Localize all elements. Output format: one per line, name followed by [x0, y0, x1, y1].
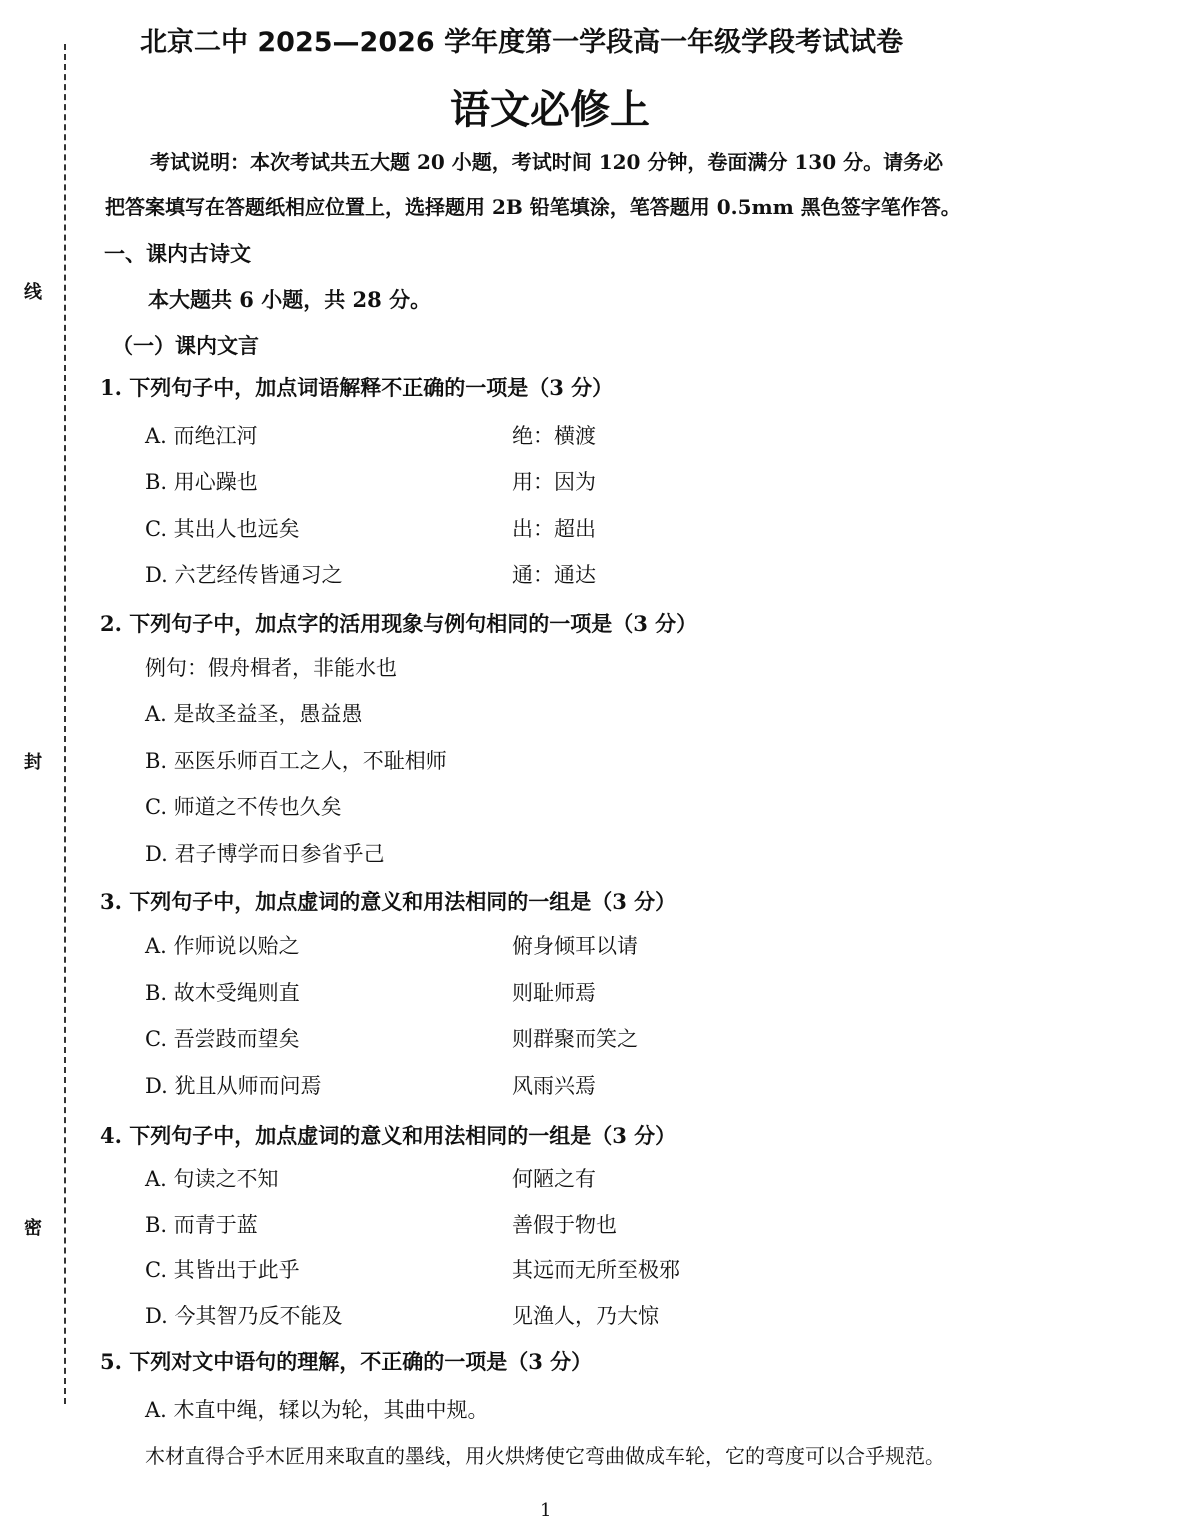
subject-title: 语文必修上: [450, 87, 650, 133]
q5-option-a-translation: 木材直得合乎木匠用来取直的墨线，用火烘烤使它弯曲做成车轮，它的弯度可以合乎规范。: [145, 1444, 945, 1468]
q4-option-c-pair: 其远而无所至极邪: [512, 1258, 680, 1282]
q4-option-d: D. 今其智乃反不能及: [145, 1304, 343, 1328]
q3-option-d-pair: 风雨兴焉: [512, 1074, 596, 1098]
binding-dashed-line: [64, 44, 66, 1404]
q1-option-c-explain: 出：超出: [512, 517, 596, 541]
q3-option-d: D. 犹且从师而问焉: [145, 1074, 322, 1098]
q3-option-a-pair: 俯身倾耳以请: [512, 934, 638, 958]
question-4-stem: 4. 下列句子中，加点虚词的意义和用法相同的一组是（3 分）: [100, 1123, 677, 1148]
instructions-line-1: 考试说明：本次考试共五大题 20 小题，考试时间 120 分钟，卷面满分 130 分。请务必: [150, 150, 944, 174]
q3-option-c-pair: 则群聚而笑之: [512, 1027, 638, 1051]
q2-example: 例句：假舟楫者，非能水也: [145, 656, 397, 680]
question-3-stem: 3. 下列句子中，加点虚词的意义和用法相同的一组是（3 分）: [100, 889, 677, 914]
question-5-stem: 5. 下列对文中语句的理解，不正确的一项是（3 分）: [100, 1349, 593, 1374]
q1-option-d-explain: 通：通达: [512, 563, 596, 587]
q4-option-b: B. 而青于蓝: [145, 1213, 258, 1237]
q2-option-c: C. 师道之不传也久矣: [145, 795, 342, 819]
instructions-line-2: 把答案填写在答题纸相应位置上，选择题用 2B 铅笔填涂，笔答题用 0.5mm 黑色签字笔作答。: [105, 195, 961, 219]
q4-option-d-pair: 见渔人，乃大惊: [512, 1304, 659, 1328]
section-1-desc: 本大题共 6 小题，共 28 分。: [148, 287, 432, 312]
subsection-title: （一）课内文言: [112, 333, 259, 358]
question-2-stem: 2. 下列句子中，加点字的活用现象与例句相同的一项是（3 分）: [100, 611, 698, 636]
q3-option-b-pair: 则耻师焉: [512, 981, 596, 1005]
q2-option-d: D. 君子博学而日参省乎己: [145, 842, 385, 866]
q1-option-a-explain: 绝：横渡: [512, 424, 596, 448]
q3-option-b: B. 故木受绳则直: [145, 981, 300, 1005]
q2-option-b: B. 巫医乐师百工之人，不耻相师: [145, 749, 447, 773]
school-exam-title: 北京二中 2025—2026 学年度第一学段高一年级学段考试试卷: [140, 27, 904, 58]
q4-option-c: C. 其皆出于此乎: [145, 1258, 300, 1282]
q5-option-a: A. 木直中绳，𫐓以为轮，其曲中规。: [145, 1398, 489, 1422]
q4-option-a-pair: 何陋之有: [512, 1167, 596, 1191]
binding-mark-feng: 封: [24, 752, 42, 773]
q3-option-a: A. 作师说以贻之: [145, 934, 300, 958]
q1-option-a: A. 而绝江河: [145, 424, 258, 448]
binding-mark-mi: 密: [24, 1218, 42, 1239]
q3-option-c: C. 吾尝跂而望矣: [145, 1027, 300, 1051]
q2-option-a: A. 是故圣益圣，愚益愚: [145, 702, 363, 726]
q1-option-d: D. 六艺经传皆通习之: [145, 563, 343, 587]
page-number: 1: [540, 1500, 552, 1521]
section-1-title: 一、课内古诗文: [104, 241, 251, 266]
binding-mark-xian: 线: [24, 282, 42, 303]
q1-option-b-explain: 用：因为: [512, 470, 596, 494]
q4-option-a: A. 句读之不知: [145, 1167, 279, 1191]
q1-option-b: B. 用心躁也: [145, 470, 258, 494]
q4-option-b-pair: 善假于物也: [512, 1213, 617, 1237]
question-1-stem: 1. 下列句子中，加点词语解释不正确的一项是（3 分）: [100, 375, 614, 400]
q1-option-c: C. 其出人也远矣: [145, 517, 300, 541]
